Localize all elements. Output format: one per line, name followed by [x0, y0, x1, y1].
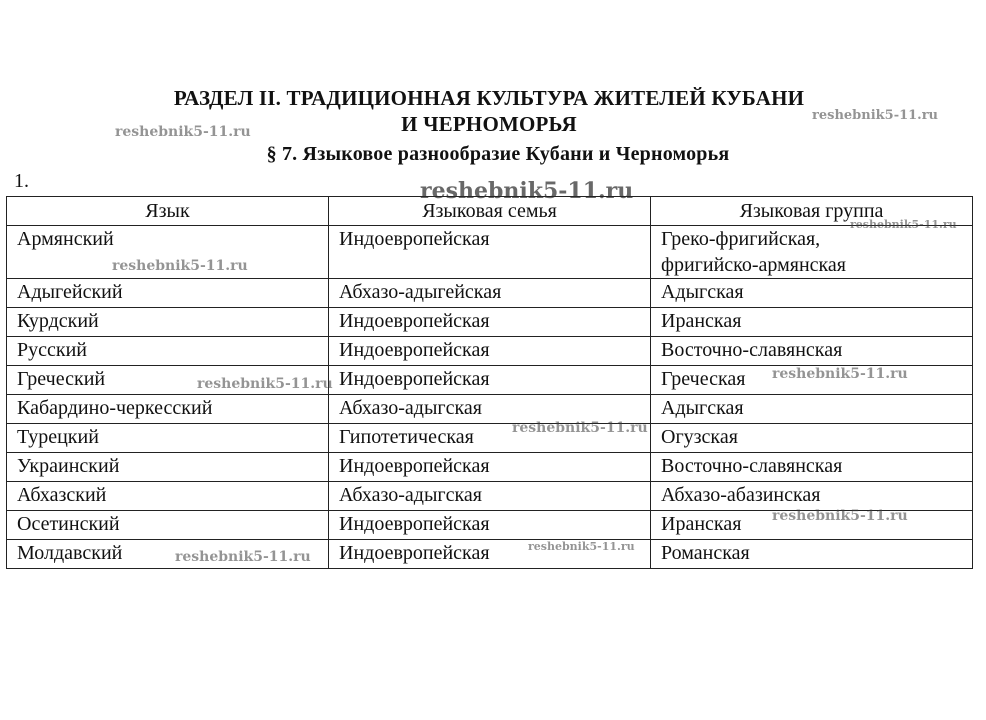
cell-group: Адыгская	[651, 279, 973, 308]
table-row	[7, 453, 973, 482]
task-number: 1.	[14, 170, 29, 192]
cell-language: Абхазский	[7, 482, 329, 511]
section-title: РАЗДЕЛ II. ТРАДИЦИОННАЯ КУЛЬТУРА ЖИТЕЛЕЙ КУБАНИ	[173, 86, 805, 110]
table-row	[7, 395, 973, 424]
cell-language: Осетинский	[7, 511, 329, 540]
cell-language: Кабардино-черкесский	[7, 395, 329, 424]
cell-family: Индоевропейская	[329, 453, 651, 482]
watermark: reshebnik5-11.ru	[175, 549, 311, 565]
watermark: reshebnik5-11.ru	[528, 540, 635, 553]
cell-group: Огузская	[651, 424, 973, 453]
watermark: reshebnik5-11.ru	[772, 366, 908, 382]
table-row	[7, 308, 973, 337]
cell-language: Армянский	[7, 226, 329, 279]
table-row	[7, 482, 973, 511]
cell-family: Абхазо-адыгская	[329, 482, 651, 511]
cell-language: Курдский	[7, 308, 329, 337]
cell-family: Индоевропейская	[329, 226, 651, 279]
paragraph-title: § 7. Языковое разнообразие Кубани и Черноморья	[266, 143, 730, 165]
cell-family: Абхазо-адыгская	[329, 395, 651, 424]
cell-family: Индоевропейская	[329, 540, 651, 569]
table-row	[7, 540, 973, 569]
cell-group: Иранская	[651, 308, 973, 337]
table-row	[7, 279, 973, 308]
watermark: reshebnik5-11.ru	[197, 376, 333, 392]
cell-group: Греко-фригийская, фригийско-армянская	[651, 226, 973, 279]
cell-group: Восточно-славянская	[651, 337, 973, 366]
cell-group: Адыгская	[651, 395, 973, 424]
cell-family: Абхазо-адыгейская	[329, 279, 651, 308]
table-row	[7, 424, 973, 453]
watermark: reshebnik5-11.ru	[512, 420, 648, 436]
cell-family: Индоевропейская	[329, 337, 651, 366]
cell-family: Гипотетическая	[329, 424, 651, 453]
watermark: reshebnik5-11.ru	[112, 258, 248, 274]
cell-language: Русский	[7, 337, 329, 366]
cell-group: Романская	[651, 540, 973, 569]
watermark: reshebnik5-11.ru	[772, 508, 908, 524]
table-row	[7, 337, 973, 366]
cell-group: Греческая	[651, 366, 973, 395]
cell-family: Индоевропейская	[329, 366, 651, 395]
cell-group: Иранская	[651, 511, 973, 540]
cell-group: Абхазо-абазинская	[651, 482, 973, 511]
cell-group: Восточно-славянская	[651, 453, 973, 482]
cell-language: Турецкий	[7, 424, 329, 453]
cell-language: Адыгейский	[7, 279, 329, 308]
section-title-continued: И ЧЕРНОМОРЬЯ	[401, 112, 577, 136]
cell-language: Греческий	[7, 366, 329, 395]
cell-language: Украинский	[7, 453, 329, 482]
watermark: reshebnik5-11.ru	[850, 218, 957, 231]
header-family: Языковая семья	[329, 197, 651, 226]
cell-family: Индоевропейская	[329, 308, 651, 337]
watermark: reshebnik5-11.ru	[420, 178, 634, 204]
watermark: reshebnik5-11.ru	[812, 108, 939, 123]
cell-language: Молдавский	[7, 540, 329, 569]
cell-family: Индоевропейская	[329, 511, 651, 540]
header-language: Язык	[7, 197, 329, 226]
header-group: Языковая группа	[651, 197, 973, 226]
watermark: reshebnik5-11.ru	[115, 124, 251, 140]
